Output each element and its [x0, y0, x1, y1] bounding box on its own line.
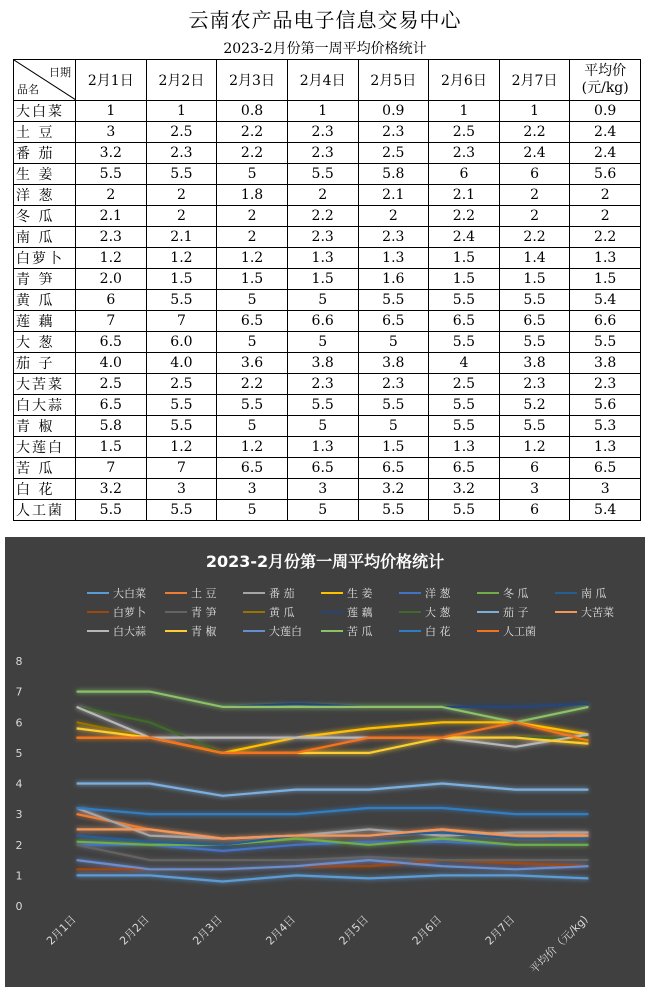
- table-row: [14, 479, 641, 500]
- price-cell: 0.9: [358, 101, 429, 122]
- table-row: [14, 164, 641, 185]
- row-name-cell: 苦 瓜: [14, 458, 76, 479]
- price-cell: 1.5: [76, 437, 147, 458]
- column-header: 2月5日: [358, 60, 429, 101]
- price-cell: 2.3: [287, 374, 358, 395]
- price-cell: 5: [217, 290, 288, 311]
- price-cell: 5.5: [146, 416, 217, 437]
- avg-price-cell: 2.4: [570, 122, 641, 143]
- x-tick-label: 2月1日: [44, 912, 79, 948]
- price-cell: 2.5: [146, 374, 217, 395]
- avg-price-cell: 5.5: [570, 332, 641, 353]
- price-cell: 3: [146, 479, 217, 500]
- table-row: [14, 416, 641, 437]
- price-cell: 1.5: [146, 269, 217, 290]
- price-cell: 7: [146, 458, 217, 479]
- legend-label: 白萝卜: [113, 606, 146, 619]
- row-name-cell: 白大蒜: [14, 395, 76, 416]
- price-cell: 6: [429, 164, 500, 185]
- price-cell: 2.3: [287, 227, 358, 248]
- table-row: [14, 353, 641, 374]
- legend-label: 土 豆: [191, 587, 217, 600]
- column-header: 2月4日: [287, 60, 358, 101]
- table-row: [14, 206, 641, 227]
- x-tick-label: 2月6日: [409, 912, 445, 948]
- avg-price-cell: 5.4: [570, 500, 641, 521]
- chart-title: 2023-2月份第一周平均价格统计: [205, 552, 445, 571]
- table-row: [14, 269, 641, 290]
- series-line: [77, 860, 589, 869]
- price-cell: 3.2: [76, 479, 147, 500]
- price-cell: 1.5: [499, 269, 570, 290]
- legend-label: 黄 瓜: [269, 606, 295, 619]
- series-group: [77, 692, 589, 882]
- price-cell: 2: [499, 185, 570, 206]
- price-cell: 5: [217, 500, 288, 521]
- price-cell: 2: [217, 227, 288, 248]
- price-cell: 5: [358, 332, 429, 353]
- series-line: [77, 692, 589, 707]
- price-cell: 2.1: [429, 185, 500, 206]
- page-subtitle: 2023-2月份第一周平均价格统计: [223, 41, 427, 57]
- x-tick-label: 2月4日: [263, 912, 299, 948]
- price-cell: 3.2: [76, 143, 147, 164]
- price-cell: 1.5: [429, 248, 500, 269]
- table-row: [14, 458, 641, 479]
- price-cell: 3: [499, 479, 570, 500]
- price-cell: 6.0: [146, 332, 217, 353]
- price-cell: 6.5: [217, 311, 288, 332]
- column-header: 2月2日: [146, 60, 217, 101]
- price-cell: 1: [76, 101, 147, 122]
- row-name-cell: 青 笋: [14, 269, 76, 290]
- price-cell: 2.1: [358, 185, 429, 206]
- price-cell: 3: [76, 122, 147, 143]
- price-cell: 2.4: [499, 143, 570, 164]
- price-cell: 3.6: [217, 353, 288, 374]
- avg-price-cell: 6.6: [570, 311, 641, 332]
- x-tick-label: 2月3日: [190, 912, 225, 948]
- price-cell: 4.0: [146, 353, 217, 374]
- price-cell: 5.5: [358, 500, 429, 521]
- price-cell: 3.2: [429, 479, 500, 500]
- price-cell: 2.0: [76, 269, 147, 290]
- price-cell: 6.5: [76, 332, 147, 353]
- column-header: 2月7日: [499, 60, 570, 101]
- price-cell: 2.2: [499, 227, 570, 248]
- y-tick-label: 6: [15, 716, 23, 730]
- legend-label: 青 笋: [191, 606, 217, 619]
- avg-price-cell: 5.4: [570, 290, 641, 311]
- price-cell: 2.5: [76, 374, 147, 395]
- column-header: 2月3日: [217, 60, 288, 101]
- price-cell: 5.5: [429, 500, 500, 521]
- row-name-cell: 大 葱: [14, 332, 76, 353]
- price-cell: 6.6: [287, 311, 358, 332]
- price-cell: 4.0: [76, 353, 147, 374]
- avg-price-cell: 2.3: [570, 374, 641, 395]
- x-tick-label: 2月2日: [117, 912, 152, 948]
- price-cell: 1.2: [146, 437, 217, 458]
- series-line: [77, 875, 589, 881]
- price-cell: 2: [499, 206, 570, 227]
- price-cell: 3.2: [358, 479, 429, 500]
- legend-label: 白大蒜: [113, 625, 146, 638]
- price-cell: 2: [287, 185, 358, 206]
- table-row: [14, 290, 641, 311]
- row-name-cell: 黄 瓜: [14, 290, 76, 311]
- price-cell: 6: [499, 164, 570, 185]
- table-header-row: [14, 60, 641, 101]
- price-cell: 2.4: [429, 227, 500, 248]
- avg-price-cell: 0.9: [570, 101, 641, 122]
- avg-price-cell: 2: [570, 185, 641, 206]
- price-cell: 5.5: [287, 164, 358, 185]
- row-name-cell: 莲 藕: [14, 311, 76, 332]
- price-cell: 5.5: [429, 395, 500, 416]
- y-tick-label: 0: [15, 900, 23, 913]
- price-cell: 1: [287, 101, 358, 122]
- legend-label: 莲 藕: [347, 606, 373, 619]
- column-header: 2月6日: [429, 60, 500, 101]
- legend-label: 大苦菜: [581, 606, 614, 619]
- price-cell: 5.5: [429, 416, 500, 437]
- price-cell: 6: [76, 290, 147, 311]
- price-cell: 2.3: [358, 374, 429, 395]
- table-row: [14, 311, 641, 332]
- price-cell: 5.8: [76, 416, 147, 437]
- price-cell: 1.2: [217, 437, 288, 458]
- price-cell: 3: [217, 479, 288, 500]
- row-name-cell: 大白菜: [14, 101, 76, 122]
- legend-label: 大白菜: [113, 587, 146, 600]
- avg-header-line2: (元/kg): [581, 80, 629, 96]
- column-header: 2月1日: [76, 60, 147, 101]
- avg-price-cell: 5.3: [570, 416, 641, 437]
- price-cell: 5: [217, 332, 288, 353]
- price-cell: 2.3: [146, 143, 217, 164]
- avg-price-cell: 2: [570, 206, 641, 227]
- series-line: [77, 842, 589, 851]
- price-cell: 5: [358, 416, 429, 437]
- corner-date-label: 日期: [49, 66, 71, 79]
- price-cell: 6.5: [429, 458, 500, 479]
- table-row: [14, 395, 641, 416]
- price-cell: 2: [146, 185, 217, 206]
- y-tick-label: 8: [15, 655, 23, 668]
- price-cell: 7: [76, 458, 147, 479]
- row-name-cell: 番 茄: [14, 143, 76, 164]
- price-cell: 6.5: [76, 395, 147, 416]
- price-cell: 5.5: [146, 500, 217, 521]
- legend-label: 大莲白: [269, 625, 302, 638]
- price-cell: 5: [287, 332, 358, 353]
- price-cell: 6.5: [499, 311, 570, 332]
- price-cell: 2.3: [287, 143, 358, 164]
- price-cell: 3.8: [499, 353, 570, 374]
- series-line: [77, 845, 589, 860]
- price-cell: 3.8: [358, 353, 429, 374]
- price-cell: 1.5: [287, 269, 358, 290]
- avg-price-cell: 2.4: [570, 143, 641, 164]
- row-name-cell: 生 姜: [14, 164, 76, 185]
- price-cell: 1.2: [217, 248, 288, 269]
- price-cell: 6.5: [358, 458, 429, 479]
- legend-label: 番 茄: [269, 587, 295, 600]
- price-cell: 2.3: [499, 374, 570, 395]
- row-name-cell: 洋 葱: [14, 185, 76, 206]
- price-cell: 2.5: [146, 122, 217, 143]
- price-cell: 2.3: [287, 122, 358, 143]
- price-cell: 2.2: [429, 206, 500, 227]
- legend-label: 南 瓜: [581, 587, 607, 600]
- price-cell: 6.5: [287, 458, 358, 479]
- price-cell: 1.3: [429, 437, 500, 458]
- row-name-cell: 土 豆: [14, 122, 76, 143]
- price-cell: 5.5: [429, 290, 500, 311]
- row-name-cell: 茄 子: [14, 353, 76, 374]
- table-row: [14, 332, 641, 353]
- price-cell: 5.8: [358, 164, 429, 185]
- row-name-cell: 人工菌: [14, 500, 76, 521]
- price-cell: 2.3: [76, 227, 147, 248]
- table-row: [14, 248, 641, 269]
- price-cell: 2.3: [429, 143, 500, 164]
- price-cell: 1: [146, 101, 217, 122]
- table-row: [14, 500, 641, 521]
- avg-price-cell: 2.2: [570, 227, 641, 248]
- avg-price-cell: 3: [570, 479, 641, 500]
- price-cell: 5.5: [146, 290, 217, 311]
- price-cell: 5: [287, 500, 358, 521]
- legend-label: 冬 瓜: [503, 587, 529, 600]
- price-cell: 5.5: [358, 395, 429, 416]
- price-cell: 2.2: [217, 374, 288, 395]
- price-cell: 5.5: [499, 332, 570, 353]
- series-line: [77, 707, 589, 747]
- avg-price-cell: 6.5: [570, 458, 641, 479]
- legend-label: 白 花: [425, 625, 451, 638]
- avg-column-header: [570, 60, 641, 101]
- price-cell: 5.5: [76, 500, 147, 521]
- price-cell: 5: [287, 416, 358, 437]
- price-cell: 1.2: [76, 248, 147, 269]
- price-cell: 2.1: [76, 206, 147, 227]
- series-line: [77, 808, 589, 839]
- y-tick-label: 3: [15, 808, 23, 822]
- price-cell: 2: [146, 206, 217, 227]
- table-row: [14, 437, 641, 458]
- legend-label: 大 葱: [425, 606, 451, 619]
- legend-label: 青 椒: [191, 625, 217, 638]
- table-row: [14, 122, 641, 143]
- avg-price-cell: 5.6: [570, 395, 641, 416]
- price-cell: 5.5: [146, 395, 217, 416]
- chart-svg: [5, 537, 645, 987]
- price-cell: 5.5: [429, 332, 500, 353]
- price-cell: 6: [499, 458, 570, 479]
- row-name-cell: 白萝卜: [14, 248, 76, 269]
- price-cell: 5.5: [217, 395, 288, 416]
- price-cell: 5: [217, 164, 288, 185]
- price-cell: 2.3: [358, 122, 429, 143]
- x-tick-label: 2月7日: [482, 912, 518, 948]
- price-cell: 5: [287, 290, 358, 311]
- price-cell: 1.3: [287, 437, 358, 458]
- avg-price-cell: 1.3: [570, 248, 641, 269]
- row-name-cell: 大苦菜: [14, 374, 76, 395]
- price-cell: 2: [217, 206, 288, 227]
- line-chart: [5, 537, 645, 987]
- price-cell: 5.5: [76, 164, 147, 185]
- row-name-cell: 青 椒: [14, 416, 76, 437]
- series-line: [77, 784, 589, 796]
- row-name-cell: 南 瓜: [14, 227, 76, 248]
- row-name-cell: 大莲白: [14, 437, 76, 458]
- avg-price-cell: 1.3: [570, 437, 641, 458]
- price-cell: 2.2: [287, 206, 358, 227]
- y-tick-label: 2: [15, 838, 23, 852]
- price-cell: 1.6: [358, 269, 429, 290]
- price-cell: 1: [429, 101, 500, 122]
- page-title: 云南农产品电子信息交易中心: [188, 8, 462, 32]
- price-cell: 5.5: [146, 164, 217, 185]
- price-cell: 6.5: [217, 458, 288, 479]
- price-cell: 1: [499, 101, 570, 122]
- price-cell: 2: [76, 185, 147, 206]
- price-cell: 1.5: [358, 437, 429, 458]
- price-cell: 0.8: [217, 101, 288, 122]
- row-name-cell: 冬 瓜: [14, 206, 76, 227]
- price-cell: 4: [429, 353, 500, 374]
- price-cell: 2: [358, 206, 429, 227]
- table-row: [14, 185, 641, 206]
- price-cell: 5: [217, 416, 288, 437]
- table-corner-cell: [14, 60, 76, 101]
- price-cell: 2.2: [499, 122, 570, 143]
- y-tick-label: 7: [15, 685, 23, 699]
- avg-price-cell: 1.5: [570, 269, 641, 290]
- price-cell: 2.1: [146, 227, 217, 248]
- legend-label: 洋 葱: [425, 587, 451, 600]
- table-row: [14, 374, 641, 395]
- price-cell: 5.2: [499, 395, 570, 416]
- price-cell: 5.5: [499, 290, 570, 311]
- price-cell: 1.3: [358, 248, 429, 269]
- price-cell: 2.5: [358, 143, 429, 164]
- x-tick-label: 2月5日: [336, 912, 372, 948]
- price-cell: 1.2: [146, 248, 217, 269]
- price-cell: 6: [499, 500, 570, 521]
- price-table: [13, 59, 641, 521]
- price-cell: 3.8: [287, 353, 358, 374]
- y-tick-label: 4: [15, 777, 23, 791]
- legend-label: 人工菌: [503, 625, 536, 638]
- avg-price-cell: 3.8: [570, 353, 641, 374]
- corner-name-label: 品名: [17, 83, 39, 96]
- price-cell: 2.3: [358, 227, 429, 248]
- y-tick-label: 5: [15, 746, 23, 760]
- price-cell: 1.8: [217, 185, 288, 206]
- price-cell: 1.3: [287, 248, 358, 269]
- legend-label: 茄 子: [503, 606, 529, 619]
- price-cell: 2.5: [429, 122, 500, 143]
- table-row: [14, 227, 641, 248]
- series-line: [77, 860, 589, 869]
- price-cell: 7: [76, 311, 147, 332]
- price-cell: 7: [146, 311, 217, 332]
- price-cell: 2.2: [217, 143, 288, 164]
- price-cell: 5.5: [358, 290, 429, 311]
- y-tick-label: 1: [15, 869, 23, 883]
- price-cell: 6.5: [358, 311, 429, 332]
- series-line: [77, 808, 589, 814]
- row-name-cell: 白 花: [14, 479, 76, 500]
- price-cell: 1.2: [499, 437, 570, 458]
- avg-price-cell: 5.6: [570, 164, 641, 185]
- table-row: [14, 143, 641, 164]
- avg-header-line1: 平均价: [584, 63, 627, 79]
- legend-label: 苦 瓜: [347, 625, 373, 638]
- legend-label: 生 姜: [347, 587, 373, 600]
- table-row: [14, 101, 641, 122]
- price-cell: 2.5: [429, 374, 500, 395]
- price-cell: 3: [287, 479, 358, 500]
- price-cell: 2.2: [217, 122, 288, 143]
- price-cell: 1.5: [429, 269, 500, 290]
- table-body: [14, 101, 641, 521]
- price-cell: 5.5: [287, 395, 358, 416]
- price-cell: 5.5: [499, 416, 570, 437]
- price-cell: 6.5: [429, 311, 500, 332]
- x-tick-label: 平均价（元/kg): [527, 912, 591, 977]
- price-cell: 1.4: [499, 248, 570, 269]
- price-cell: 1.5: [217, 269, 288, 290]
